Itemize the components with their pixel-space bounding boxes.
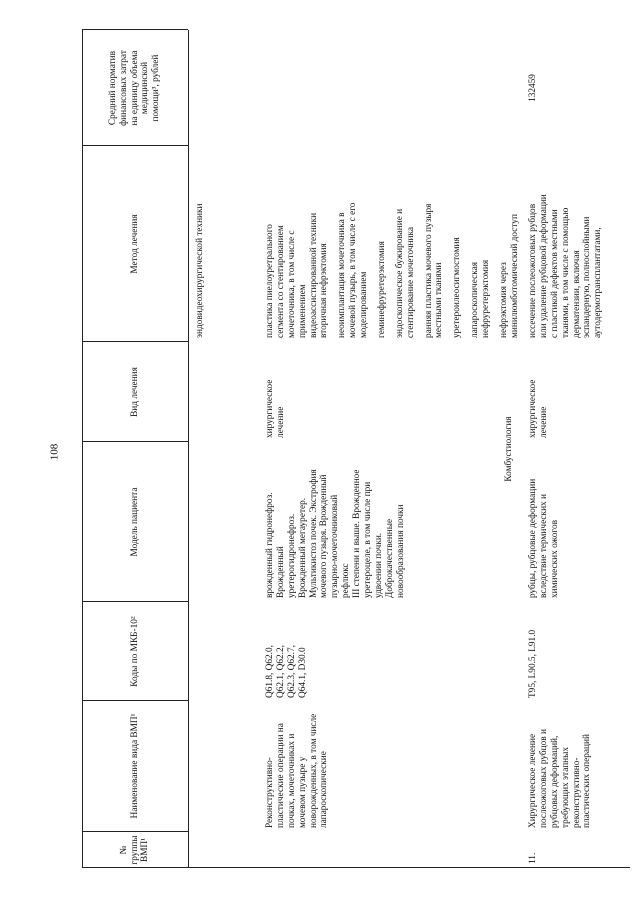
method-item: ранняя пластика мочевого пузыря местными тканями [423,203,445,338]
table-border-right [82,29,188,30]
row2-average-cost: 132459 [528,74,538,102]
row1-treatment-kind: хирургическое лечение [265,379,286,438]
header-patient-model: Модель пациента [129,487,140,557]
row1-icd-codes: Q61.8, Q62.0, Q62.1, Q62.2, Q62.3, Q62.7, Q64.1, D30.0 [265,645,308,698]
col-divider [82,441,188,442]
col-divider [82,145,188,146]
row1-care-type-name: Реконструктивно- пластические операции на почках, мочеточниках и мочевом пузыре у новорожденных, в том числе лапароскопические [265,713,330,828]
header-treatment-kind: Вид лечения [129,367,140,417]
header-care-type-name: Наименование вида ВМП¹ [129,713,140,819]
row2-icd-codes: T95, L90.5, L91.0 [528,629,538,698]
col-divider [82,831,188,832]
section-title: Комбустиология [504,416,514,482]
col-divider [82,601,188,602]
row1-treatment-methods [265,148,520,338]
header-average-cost: Средний норматив финансовых затрат на единицу объема медицинской помощи³, рублей [107,50,162,126]
method-continuation: эндовидеохирургической техники [195,203,205,338]
method-item: эндоскопическое бужирование и стентирование мочеточника [394,208,416,338]
method-item: неоимплантация мочеточника в мочевой пузырь, в том числе с его моделированием [337,202,369,338]
row2-patient-model: рубцы, рубцовые деформации вследствие термических и химических ожогов [528,478,560,598]
header-group-number: № группы ВМП¹ [118,835,151,865]
row2-treatment-kind: хирургическое лечение [528,379,549,438]
method-item: уретероилеосигмостомия [452,237,463,338]
table-border-left [82,867,630,868]
header-treatment-method: Метод лечения [129,214,140,274]
table-border-top [82,30,83,868]
col-divider [82,700,188,701]
method-item: пластика пиелоуретрального сегмента со стентированием мочеточника, в том числе с применением видеоассистированной техники вторичная нефрэктомия [265,212,330,338]
col-divider [82,341,188,342]
method-item: нефрэктомия через минилюмботомический доступ [498,214,520,338]
page-number: 108 [48,443,61,461]
medical-care-table [82,30,630,868]
row1-patient-model: врожденный гидронефроз. Врожденный уретерогидронефроз. Врожденный мегауретер. Мультикистоз почек. Экстрофия мочевого пузыря. Врожденный пузырно-мочеточниковый рефлюкс III степени и выше. Врожденное уретероцеле, в том числе при удвоении почки. Доброкачественные новообразования почки [265,469,406,598]
row2-group-number: 11. [528,852,538,864]
row2-treatment-method: иссечение послеожоговых рубцов или удаление рубцовой деформации с пластикой дефектов местными тканями, в том числе с помощью дерматензии, включая эспандерную, полнослойными аутодермотрансплантатами, [528,194,604,338]
header-icd-codes: Коды по МКБ-10² [129,616,140,687]
header-bottom-line [188,30,189,868]
method-item: лапароскопическая нефруретерэктомия [470,259,491,338]
method-item: геминефруретерэктомия [376,241,387,338]
row2-care-type-name: Хирургическое лечение послеожоговых рубцов и рубцовых деформаций, требующих этапных реконструктивно- пластических операций [528,729,593,828]
